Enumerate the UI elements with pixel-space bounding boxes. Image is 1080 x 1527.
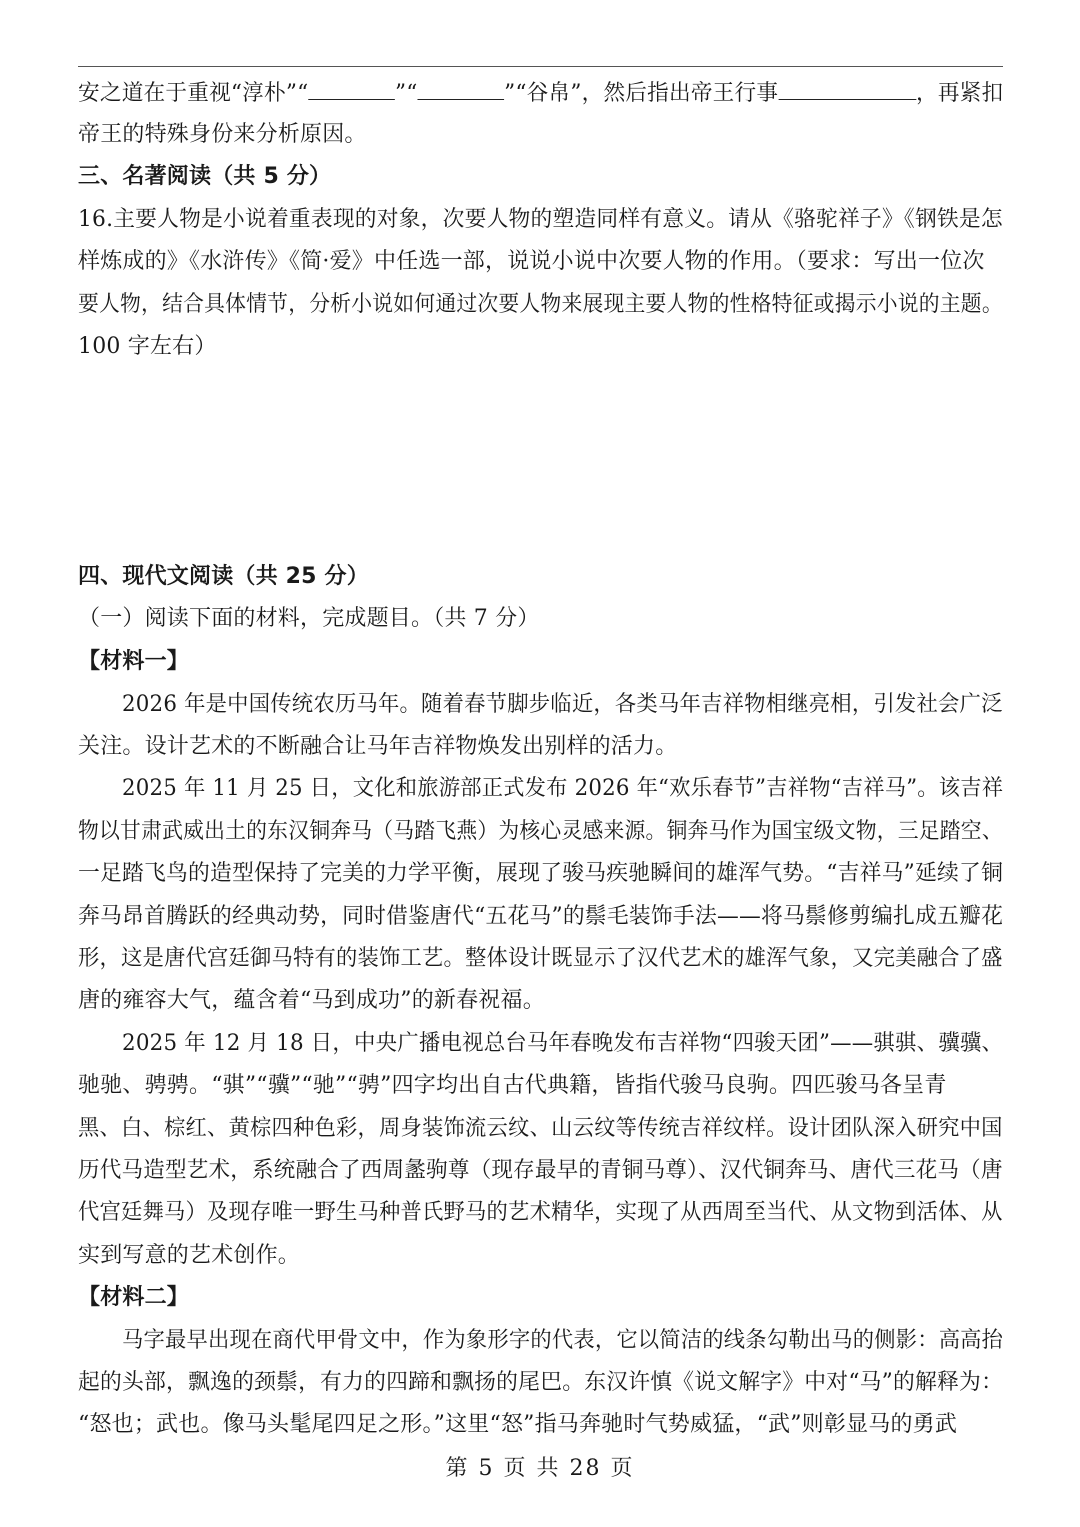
paragraph-line: 2026 年是中国传统农历马年。随着春节脚步临近，各类马年吉祥物相继亮相，引发社会广泛 bbox=[122, 692, 1003, 717]
paragraph-line: 黑、白、棕红、黄棕四种色彩，周身装饰流云纹、山云纹等传统吉祥纹样。设计团队深入研究中国 bbox=[78, 1116, 1003, 1141]
section-heading: 三、名著阅读（共 5 分） bbox=[78, 164, 332, 189]
page-footer: 第 5 页 共 28 页 bbox=[445, 1456, 635, 1481]
paragraph-line: 2025 年 11 月 25 日，文化和旅游部正式发布 2026 年“欢乐春节”吉祥物“吉祥马”。该吉祥 bbox=[122, 776, 1004, 801]
question-line: 100 字左右） bbox=[78, 334, 217, 359]
material-label: 【材料二】 bbox=[78, 1285, 190, 1310]
answer-blank-2[interactable] bbox=[418, 77, 505, 100]
paragraph-line: 2025 年 12 月 18 日，中央广播电视总台马年春晚发布吉祥物“四骏天团”——骐骐、骥骥、 bbox=[122, 1031, 1004, 1056]
paragraph-line: 代宫廷舞马）及现存唯一野生马种普氏野马的艺术精华，实现了从西周至当代、从文物到活体、从 bbox=[78, 1200, 1003, 1225]
paragraph-line: 驰驰、骋骋。“骐”“骥”“驰”“骋”四字均出自古代典籍，皆指代骏马良驹。四匹骏马各呈青 bbox=[78, 1073, 947, 1098]
top-rule bbox=[78, 66, 1003, 67]
paragraph-line: 马字最早出现在商代甲骨文中，作为象形字的代表，它以简洁的线条勾勒出马的侧影：高高抬 bbox=[122, 1328, 1004, 1353]
paragraph-line: “怒也；武也。像马头髦尾四足之形。”这里“怒”指马奔驰时气势威猛，“武”则彰显马的勇武 bbox=[78, 1412, 958, 1437]
text-segment: ”“谷帛”，然后指出帝王行事 bbox=[504, 81, 779, 106]
paragraph-line: 关注。设计艺术的不断融合让马年吉祥物焕发出别样的活力。 bbox=[78, 734, 678, 759]
text-segment: ，再紧扣 bbox=[915, 81, 1004, 106]
paragraph-line: 唐的雍容大气，蕴含着“马到成功”的新春祝福。 bbox=[78, 988, 545, 1013]
text-segment: ”“ bbox=[395, 81, 418, 106]
material-label: 【材料一】 bbox=[78, 649, 190, 674]
fill-in-line bbox=[78, 77, 1003, 109]
question-line: 16.主要人物是小说着重表现的对象，次要人物的塑造同样有意义。请从《骆驼祥子》《钢铁是怎 bbox=[78, 207, 1003, 232]
paragraph-line: 起的头部，飘逸的颈鬃，有力的四蹄和飘扬的尾巴。东汉许慎《说文解字》中对“马”的解释为： bbox=[78, 1370, 1004, 1395]
question-line: 样炼成的》《水浒传》《简·爱》中任选一部，说说小说中次要人物的作用。（要求：写出一位次 bbox=[78, 249, 985, 274]
paragraph-line: 历代马造型艺术，系统融合了西周盠驹尊（现存最早的青铜马尊）、汉代铜奔马、唐代三花马（唐 bbox=[78, 1158, 1003, 1183]
paragraph-line: 物以甘肃武威出土的东汉铜奔马（马踏飞燕）为核心灵感来源。铜奔马作为国宝级文物，三足踏空、 bbox=[78, 819, 1003, 844]
paragraph-line: 帝王的特殊身份来分析原因。 bbox=[78, 122, 367, 147]
answer-blank-1[interactable] bbox=[308, 77, 395, 100]
paragraph-line: 实到写意的艺术创作。 bbox=[78, 1243, 301, 1268]
paragraph-line: 一足踏飞鸟的造型保持了完美的力学平衡，展现了骏马疾驰瞬间的雄浑气势。“吉祥马”延续了铜 bbox=[78, 861, 1004, 886]
section-heading: 四、现代文阅读（共 25 分） bbox=[78, 564, 369, 589]
answer-blank-3[interactable] bbox=[778, 77, 916, 100]
subsection-heading: （一）阅读下面的材料，完成题目。（共 7 分） bbox=[78, 606, 540, 631]
paragraph-line: 形，这是唐代宫廷御马特有的装饰工艺。整体设计既显示了汉代艺术的雄浑气象，又完美融合了盛 bbox=[78, 946, 1003, 971]
paragraph-line: 奔马昂首腾跃的经典动势，同时借鉴唐代“五花马”的鬃毛装饰手法——将马鬃修剪编扎成五瓣花 bbox=[78, 904, 1004, 929]
question-line: 要人物，结合具体情节，分析小说如何通过次要人物来展现主要人物的性格特征或揭示小说的主题。 bbox=[78, 292, 1003, 317]
text-segment: 安之道在于重视“淳朴”“ bbox=[78, 81, 309, 106]
